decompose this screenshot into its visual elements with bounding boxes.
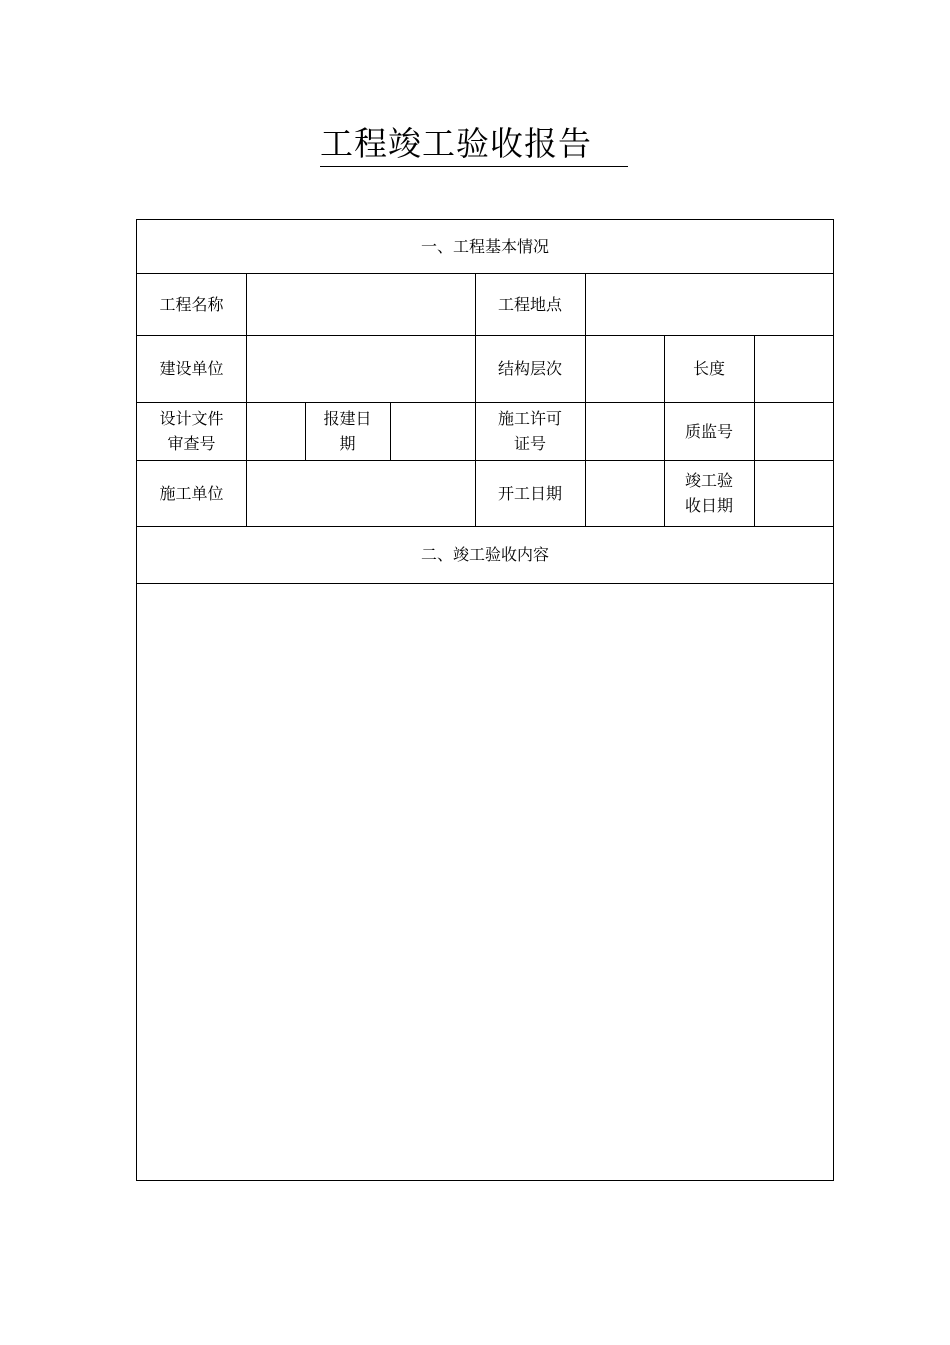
acceptance-content-area[interactable] [137,583,833,1180]
label-project-name: 工程名称 [159,294,224,314]
label-project-location: 工程地点 [497,294,562,314]
label-design-review-no: 设计文件 审查号 [159,409,224,453]
field-construction-unit[interactable] [246,335,475,402]
field-design-review-no[interactable] [246,402,305,460]
label-quality-supervision-no: 质监号 [684,421,733,441]
label-permit-no: 施工许可 证号 [497,409,562,453]
label-contractor-unit: 施工单位 [159,483,224,503]
label-filing-date: 报建日 期 [323,409,372,453]
field-project-name[interactable] [246,273,475,335]
section-heading-basic-info: 一、工程基本情况 [420,237,549,256]
label-construction-unit: 建设单位 [159,359,224,378]
label-start-date: 开工日期 [497,483,562,503]
field-quality-supervision-no[interactable] [754,402,833,460]
field-permit-no[interactable] [585,402,664,460]
acceptance-report-form [136,219,834,1181]
field-acceptance-date[interactable] [754,460,833,526]
field-project-location[interactable] [585,273,833,335]
section-heading-acceptance-content: 二、竣工验收内容 [420,545,549,564]
field-start-date[interactable] [585,460,664,526]
field-structure-floors[interactable] [585,335,664,402]
label-length: 长度 [692,359,725,378]
label-acceptance-date: 竣工验 收日期 [684,471,733,515]
field-length[interactable] [754,335,833,402]
field-contractor-unit[interactable] [246,460,475,526]
page-title: 工程竣工验收报告 [320,122,628,167]
field-filing-date[interactable] [390,402,475,460]
label-structure-floors: 结构层次 [497,359,562,378]
